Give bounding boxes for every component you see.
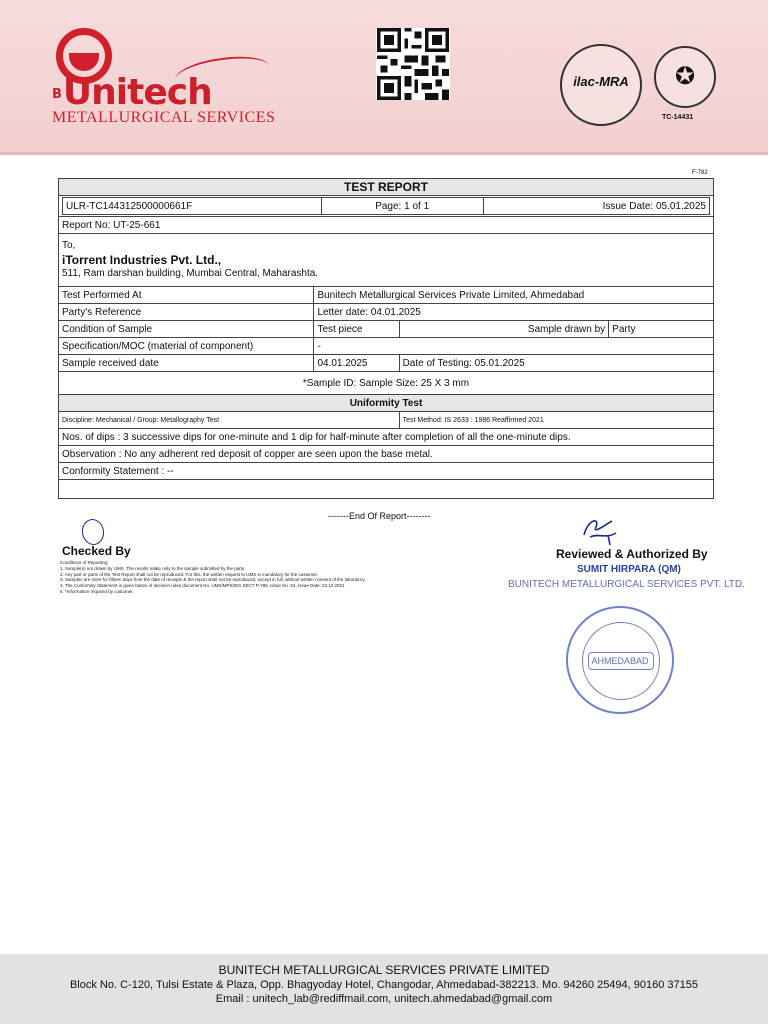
signatory-name: SUMIT HIRPARA (QM) <box>577 564 681 575</box>
reviewed-by-label: Reviewed & Authorized By <box>556 547 708 561</box>
section-title: Uniformity Test <box>59 395 714 412</box>
report-number: Report No: UT-25-661 <box>59 217 714 234</box>
dips-text: Nos. of dips : 3 successive dips for one-minute and 1 dip for half-minute after completion of all the one-minute dips. <box>59 429 714 446</box>
recipient-company: iTorrent Industries Pvt. Ltd., <box>62 253 222 267</box>
detail-row: Party's Reference Letter date: 04.01.2025 <box>59 304 714 321</box>
stamp-city: AHMEDABAD <box>591 656 649 666</box>
page-number: Page: 1 of 1 <box>321 198 483 215</box>
qr-code-icon <box>376 28 450 100</box>
signatory-organization: BUNITECH METALLURGICAL SERVICES PVT. LTD. <box>508 579 745 590</box>
form-code: F-782 <box>692 170 708 176</box>
authorizer-signature-icon <box>578 515 622 547</box>
detail-row: Sample received date 04.01.2025 Date of Testing: 05.01.2025 <box>59 355 714 372</box>
recipient-block: To, iTorrent Industries Pvt. Ltd., 511, Ram darshan building, Mumbai Central, Maharashta. <box>59 234 714 287</box>
checked-by-label: Checked By <box>62 544 131 558</box>
footer-company: BUNITECH METALLURGICAL SERVICES PRIVATE LIMITED <box>218 963 550 977</box>
empty-row <box>59 480 714 499</box>
discipline: Discipline: Mechanical / Group: Metallography Test <box>59 412 400 429</box>
observation-text: Observation : No any adherent red deposit of copper are seen upon the base metal. <box>59 446 714 463</box>
report-title: TEST REPORT <box>59 179 714 196</box>
footer <box>0 954 768 1024</box>
ilac-mra-seal-icon: ilac-MRA <box>560 44 642 126</box>
issue-date: Issue Date: 05.01.2025 <box>483 198 709 215</box>
end-of-report: -------End Of Report-------- <box>328 511 431 521</box>
conditions-of-reporting: Conditions of Reporting: 1. Sample(s) not drawn by UMS. The results relate only to the sample submitted by the party. 2. Any part or parts of the Test Report shall not be reproduced. For this, the written request to UMS is mandatory for the customer. 3. Samples are store for fifteen days from the date of receipts & the report shall not be reproduced, except in full, without written consent of the laboratory. 4. The Conformity Statement is given bases of decision rules document No. UMS/MPS/001 SECT P-786, Issue No :04, Issue Date: 23.12.2021 5. *Information required by customer. <box>60 560 366 594</box>
test-report-table <box>58 178 714 499</box>
accreditation-code: TC-14431 <box>662 114 694 121</box>
checker-signature-icon <box>80 517 106 546</box>
ulr-number: ULR-TC144312500000661F <box>63 198 322 215</box>
footer-address: Block No. C-120, Tulsi Estate & Plaza, Opp. Bhagyoday Hotel, Changodar, Ahmedabad-382213. Mo. 94260 25494, 90160 37155 <box>69 979 699 991</box>
company-stamp-icon <box>566 606 674 714</box>
detail-row: Specification/MOC (material of component) - <box>59 338 714 355</box>
letterhead <box>0 0 768 155</box>
sample-id: *Sample ID: Sample Size: 25 X 3 mm <box>59 372 714 395</box>
test-method: Test Method: IS 2633 : 1986 Reaffirmed 2021 <box>399 412 713 429</box>
footer-email: Email : unitech_lab@rediffmail.com, unitech.ahmedabad@gmail.com <box>215 993 553 1005</box>
detail-row: Condition of Sample Test piece Sample drawn by Party <box>59 321 714 338</box>
logo-wordmark: BUnitech <box>52 72 212 113</box>
conformity-statement: Conformity Statement : -- <box>59 463 714 480</box>
logo-subtitle: METALLURGICAL SERVICES <box>52 109 276 126</box>
detail-row: Test Performed At Bunitech Metallurgical Services Private Limited, Ahmedabad <box>59 287 714 304</box>
nabl-seal-icon: ✪ <box>654 46 716 108</box>
recipient-address: 511, Ram darshan building, Mumbai Central, Maharashta. <box>62 268 319 279</box>
